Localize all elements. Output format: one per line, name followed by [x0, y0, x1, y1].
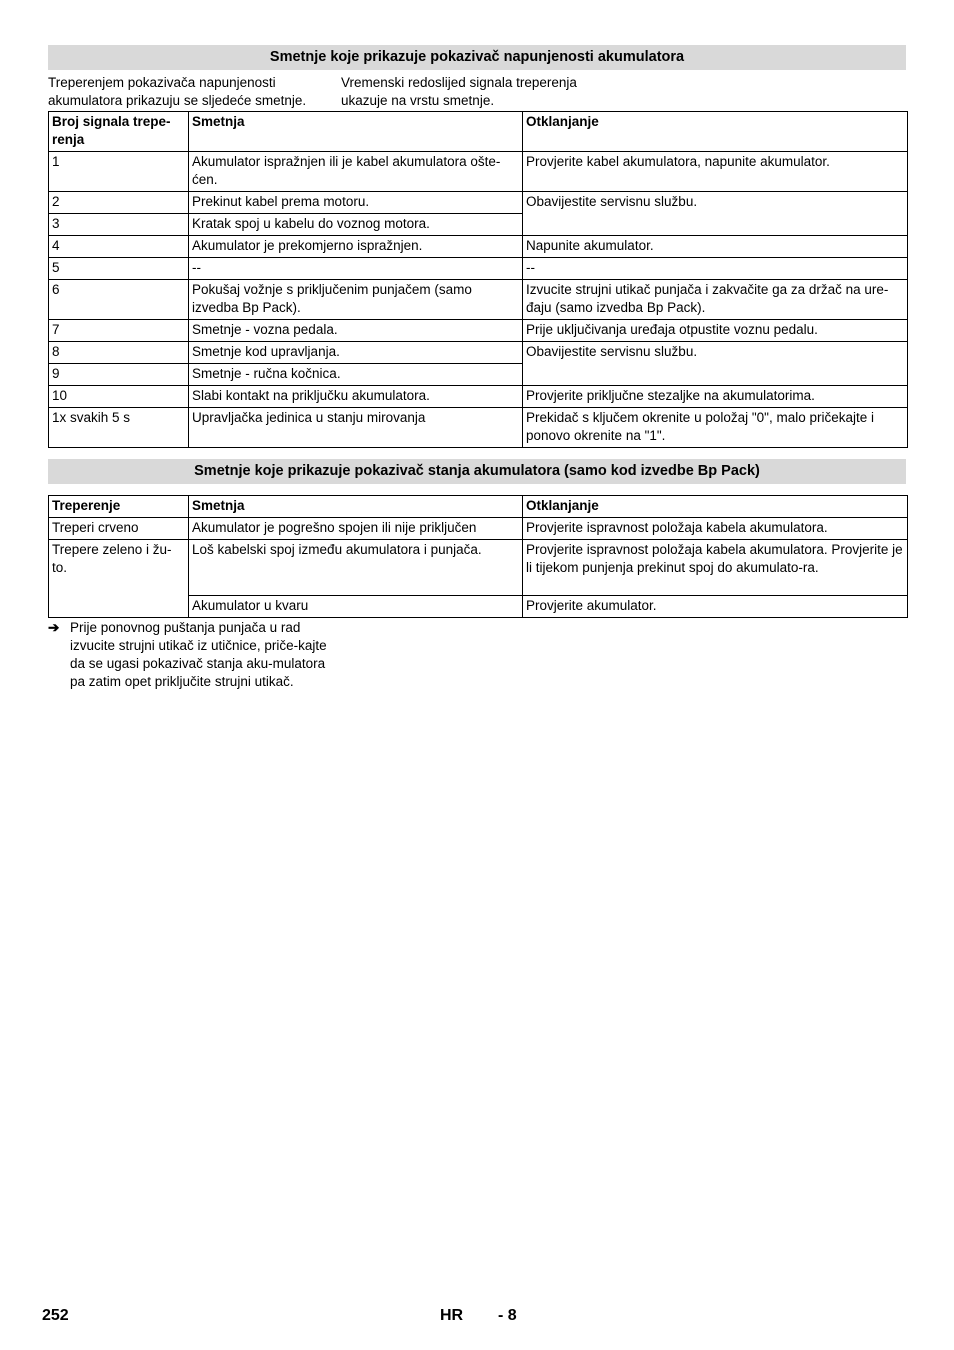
table-cell: Prekinut kabel prema motoru.	[189, 192, 523, 214]
table-cell: Provjerite kabel akumulatora, napunite akumulator.	[523, 152, 908, 192]
table-cell: Trepere zeleno i žu-to.	[49, 540, 189, 618]
header-cell: Otklanjanje	[523, 496, 908, 518]
header-cell: Broj signala trepe-renja	[49, 112, 189, 152]
section-title-charge-indicator: Smetnje koje prikazuje pokazivač napunjenosti akumulatora	[48, 45, 906, 70]
table-row	[49, 386, 908, 408]
table-cell: Kratak spoj u kabelu do voznog motora.	[189, 214, 523, 236]
intro-right	[341, 74, 641, 110]
header-cell: Smetnja	[189, 496, 523, 518]
table-cell: 2	[49, 192, 189, 214]
table-row	[49, 152, 908, 192]
table-cell: --	[523, 258, 908, 280]
table-cell: 6	[49, 280, 189, 320]
table-row	[49, 258, 908, 280]
intro-left-line: akumulatora prikazuju se sljedeće smetnje.	[48, 93, 307, 108]
table-cell: 10	[49, 386, 189, 408]
table-cell: Provjerite ispravnost položaja kabela akumulatora. Provjerite je li tijekom punjenja prekinut spoj do akumulato-ra.	[523, 540, 908, 596]
table-cell: Izvucite strujni utikač punjača i zakvačite ga za držač na ure-đaju (samo izvedba Bp Pack).	[523, 280, 908, 320]
header-cell: Otklanjanje	[523, 112, 908, 152]
table-cell: Obavijestite servisnu službu.	[523, 192, 908, 236]
fault-table-battery-status	[48, 495, 908, 618]
table-cell: Smetnje - vozna pedala.	[189, 320, 523, 342]
page-number: 252	[42, 1307, 69, 1324]
table-row	[49, 540, 908, 596]
table-row	[49, 342, 908, 364]
table-row	[49, 408, 908, 448]
table-cell: Treperi crveno	[49, 518, 189, 540]
table-cell: Provjerite ispravnost položaja kabela akumulatora.	[523, 518, 908, 540]
table-row	[49, 320, 908, 342]
arrow-right-icon: ➔	[48, 620, 60, 635]
table-row	[49, 192, 908, 214]
table-cell: Smetnje - ručna kočnica.	[189, 364, 523, 386]
table-header-row	[49, 112, 908, 152]
table-row	[49, 280, 908, 320]
table-cell: Prije uključivanja uređaja otpustite voznu pedalu.	[523, 320, 908, 342]
header-cell: Smetnja	[189, 112, 523, 152]
table-cell: 4	[49, 236, 189, 258]
table-cell: Akumulator u kvaru	[189, 596, 523, 618]
table-cell: Pokušaj vožnje s priključenim punjačem (samo izvedba Bp Pack).	[189, 280, 523, 320]
table-cell: 1	[49, 152, 189, 192]
header-cell: Treperenje	[49, 496, 189, 518]
table-cell: 7	[49, 320, 189, 342]
table-cell: Upravljačka jedinica u stanju mirovanja	[189, 408, 523, 448]
table-row	[49, 236, 908, 258]
intro-left-line: Treperenjem pokazivača napunjenosti	[48, 75, 276, 90]
table-cell: --	[189, 258, 523, 280]
table-cell: Akumulator je pogrešno spojen ili nije priključen	[189, 518, 523, 540]
table-cell: 8	[49, 342, 189, 364]
language-code: HR	[440, 1307, 464, 1324]
table-cell: Akumulator ispražnjen ili je kabel akumulatora ošte-ćen.	[189, 152, 523, 192]
table-cell: Prekidač s ključem okrenite u položaj "0", malo pričekajte i ponovo okrenite na "1".	[523, 408, 908, 448]
table-cell: Slabi kontakt na priključku akumulatora.	[189, 386, 523, 408]
table-cell: Loš kabelski spoj između akumulatora i punjača.	[189, 540, 523, 596]
table-cell: Provjerite akumulator.	[523, 596, 908, 618]
table-cell: Obavijestite servisnu službu.	[523, 342, 908, 386]
table-cell: 5	[49, 258, 189, 280]
table-cell: 3	[49, 214, 189, 236]
intro-right-line: ukazuje na vrstu smetnje.	[341, 93, 495, 108]
table-row	[49, 518, 908, 540]
table-header-row	[49, 496, 908, 518]
table-cell: Napunite akumulator.	[523, 236, 908, 258]
table-cell: Provjerite priključne stezaljke na akumulatorima.	[523, 386, 908, 408]
table-cell: Akumulator je prekomjerno ispražnjen.	[189, 236, 523, 258]
intro-right-line: Vremenski redoslijed signala treperenja	[341, 75, 577, 90]
table-cell: Smetnje kod upravljanja.	[189, 342, 523, 364]
section-title-battery-status: Smetnje koje prikazuje pokazivač stanja akumulatora (samo kod izvedbe Bp Pack)	[48, 459, 906, 484]
fault-table-charge-indicator	[48, 111, 908, 448]
note-instruction	[48, 619, 338, 691]
sub-page-number: - 8	[498, 1307, 517, 1324]
table-cell: 1x svakih 5 s	[49, 408, 189, 448]
note-text: Prije ponovnog puštanja punjača u rad izvucite strujni utikač iz utičnice, priče-kajte da se ugasi pokazivač stanja aku-mulatora pa zatim opet priključite strujni utikač.	[70, 620, 327, 689]
intro-left	[48, 74, 333, 110]
table-cell: 9	[49, 364, 189, 386]
